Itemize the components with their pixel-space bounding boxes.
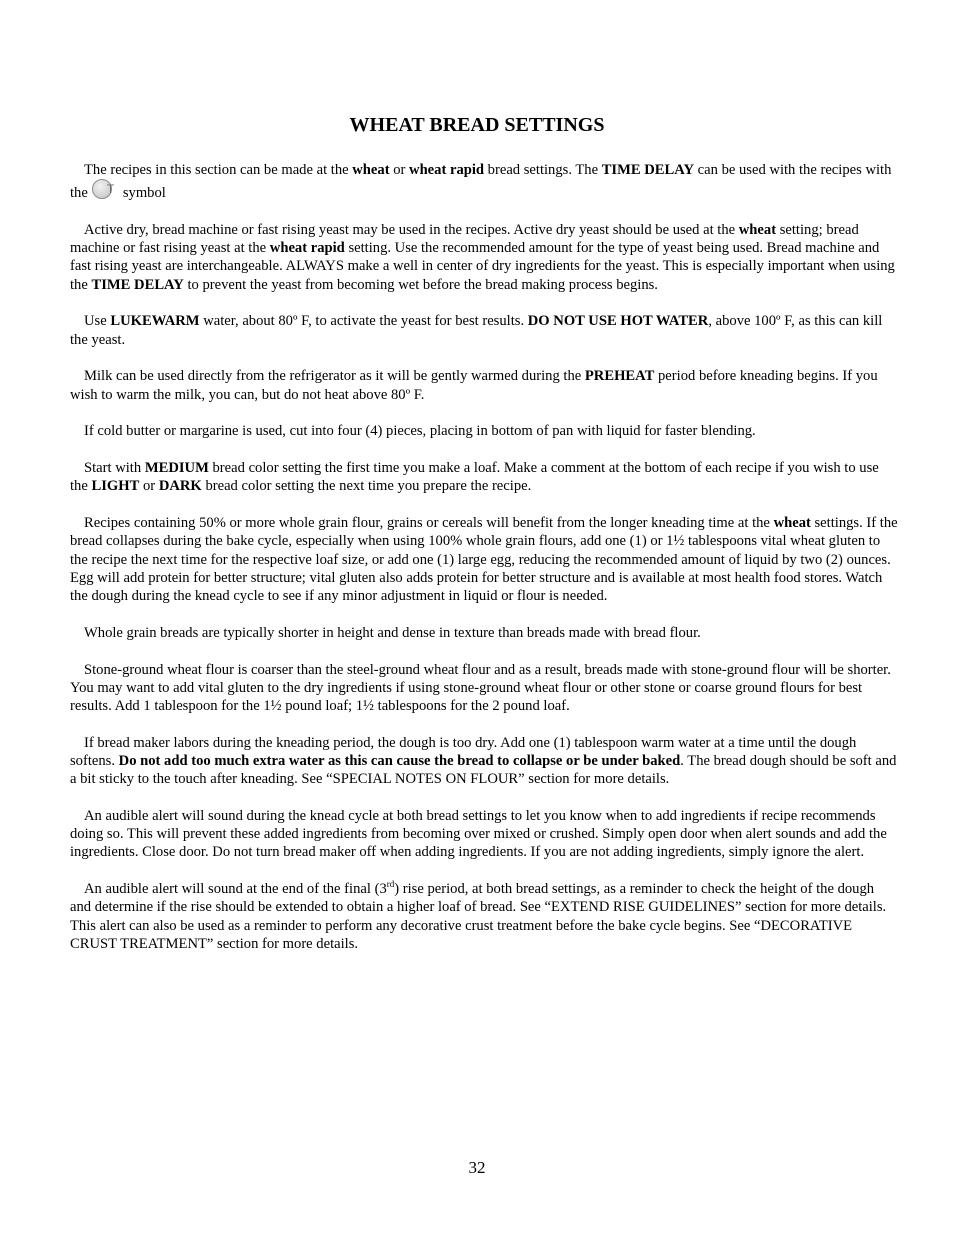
paragraph-rise-alert: An audible alert will sound at the end of the final (3rd) rise period, at both bread settings, as a reminder to check the height of the dough and determine if the rise should be extended to obtain a higher loaf of bread. See “EXTEND RISE GUIDELINES” section for more details. This alert can also be used as a reminder to perform any decorative crust treatment before the bake cycle begins. See “DECORATIVE CRUST TREATMENT” section for more details. (70, 879, 887, 952)
paragraph-milk: Milk can be used directly from the refrigerator as it will be gently warmed during the PREHEAT period before kneading begins. If you wish to warm the milk, you can, but do not heat above 80º F. (70, 368, 878, 403)
paragraph-dough-dry: If bread maker labors during the kneading period, the dough is too dry. Add one (1) tablespoon warm water at a time until the dough softens. Do not add too much extra water as this can cause the bread to collapse or be under baked. The bread dough should be soft and a bit sticky to the touch after kneading. See “SPECIAL NOTES ON FLOUR” section for more details. (70, 734, 897, 788)
paragraph-yeast: Active dry, bread machine or fast rising yeast may be used in the recipes. Active dry yeast should be used at the wheat setting; bread machine or fast rising yeast at the wheat rapid setting. Use the recommended amount for the type of yeast being used. Bread machine and fast rising yeast are interchangeable. ALWAYS make a well in center of dry ingredients for the yeast. This is especially important when using the TIME DELAY to prevent the yeast from becoming wet before the bread making process begins. (70, 222, 895, 293)
paragraph-knead-alert: An audible alert will sound during the knead cycle at both bread settings to let you know when to add ingredients if recipe recommends doing so. This will prevent these added ingredients from becoming over mixed or crushed. Simply open door when alert sounds and add the ingredients. Close door. Do not turn bread maker off when adding ingredients. If you are not adding ingredients, simply ignore the alert. (70, 808, 887, 861)
paragraph-water: Use LUKEWARM water, about 80º F, to activate the yeast for best results. DO NOT USE HOT WATER, above 100º F, as this can kill the yeast. (70, 313, 883, 348)
document-page (70, 0, 898, 1235)
time-delay-icon (92, 179, 112, 199)
body-text (70, 161, 898, 972)
page-title: WHEAT BREAD SETTINGS (349, 114, 605, 136)
paragraph-texture: Whole grain breads are typically shorter in height and dense in texture than breads made with bread flour. (84, 624, 701, 641)
paragraph-whole-grain: Recipes containing 50% or more whole grain flour, grains or cereals will benefit from the longer kneading time at the wheat settings. If the bread collapses during the bake cycle, especially when using 100% whole grain flours, add one (1) or 1½ tablespoons vital wheat gluten to the recipe the next time for the respective loaf size, or add one (1) large egg, reducing the recommended amount of liquid by two (2) ounces. Egg will add protein for better structure; vital gluten also adds protein for better structure and is available at most health food stores. Watch the dough during the knead cycle to see if any minor adjustment in liquid or flour is needed. (70, 515, 898, 605)
paragraph-settings-intro: The recipes in this section can be made at the wheat or wheat rapid bread settings. The TIME DELAY can be used with the recipes with theT symbol (70, 161, 898, 202)
paragraph-bread-color: Start with MEDIUM bread color setting the first time you make a loaf. Make a comment at the bottom of each recipe if you wish to use the LIGHT or DARK bread color setting the next time you prepare the recipe. (70, 460, 879, 495)
paragraph-stone-ground: Stone-ground wheat flour is coarser than the steel-ground wheat flour and as a result, breads made with stone-ground flour will be shorter. You may want to add vital gluten to the dry ingredients if using stone-ground wheat flour or other stone or coarse ground flours for best results. Add 1 tablespoon for the 1½ pound loaf; 1½ tablespoons for the 2 pound loaf. (70, 661, 891, 715)
paragraph-butter: If cold butter or margarine is used, cut into four (4) pieces, placing in bottom of pan with liquid for faster blending. (84, 423, 756, 440)
page-number: 32 (468, 1158, 486, 1177)
